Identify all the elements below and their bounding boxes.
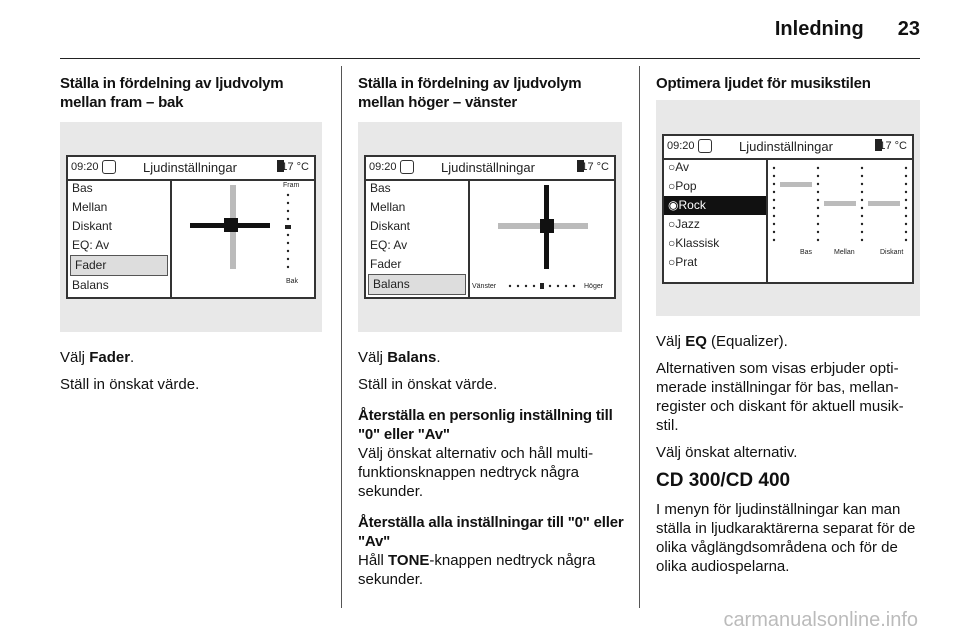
- menu-item[interactable]: Mellan: [72, 200, 108, 214]
- temperature: 17 °C: [879, 140, 907, 152]
- screen-topbar: [68, 157, 314, 181]
- eq-option[interactable]: ○Av: [668, 160, 690, 174]
- column-3: [656, 74, 926, 101]
- section-heading: CD 300/CD 400: [656, 470, 791, 491]
- clock: 09:20: [667, 140, 695, 152]
- instruction: Ställ in önskat värde.: [60, 376, 200, 393]
- instruction: Välj önskat alternativ.: [656, 444, 798, 461]
- eq-screen-frame: [656, 100, 920, 316]
- menu-item[interactable]: Diskant: [370, 219, 411, 233]
- eq-option-label: Pop: [675, 179, 697, 193]
- settings-menu: [68, 179, 172, 297]
- temperature: 17 °C: [281, 161, 309, 173]
- eq-option-label: Klassisk: [675, 236, 720, 250]
- hoger-label: Höger: [584, 283, 604, 290]
- clock: 09:20: [369, 161, 397, 173]
- instruction: Ställ in önskat värde.: [358, 376, 498, 393]
- instruction: [60, 348, 330, 367]
- screen-title: Ljudinställningar: [143, 160, 237, 175]
- check-icon: [400, 160, 414, 174]
- eq-option[interactable]: ○Prat: [668, 255, 698, 269]
- temperature: 17 °C: [581, 161, 609, 173]
- eq-screen: [662, 134, 914, 284]
- menu-item[interactable]: Fader: [370, 257, 402, 271]
- menu-item[interactable]: EQ: Av: [370, 238, 408, 252]
- clock: 09:20: [71, 161, 99, 173]
- text: Välj: [358, 349, 388, 366]
- eq-option-selected[interactable]: ◉Rock: [664, 196, 766, 215]
- eq-option-label: Jazz: [675, 217, 700, 231]
- eq-option[interactable]: ○Jazz: [668, 217, 700, 231]
- column-3-body: [656, 332, 922, 584]
- menu-item[interactable]: Bas: [72, 181, 93, 195]
- balance-screen-frame: [358, 122, 622, 332]
- header-rule: [60, 58, 920, 59]
- eq-option-label: Av: [675, 160, 690, 174]
- check-icon: [698, 139, 712, 153]
- settings-menu: [366, 179, 470, 297]
- menu-item[interactable]: Bas: [370, 181, 391, 195]
- page-number: 23: [897, 18, 920, 40]
- page-header: [775, 18, 920, 41]
- text: Välj: [60, 349, 90, 366]
- balance-screen: [364, 155, 616, 299]
- instruction: Välj önskat alternativ och håll multi-funktionsknappen nedtryck några sekunder.: [358, 445, 594, 500]
- column-2-body: [358, 348, 628, 597]
- check-icon: [102, 160, 116, 174]
- screen-title: Ljudinställningar: [739, 139, 833, 154]
- eq-option-label: Rock: [678, 198, 706, 212]
- fader-screen-frame: [60, 122, 322, 332]
- screen-title: Ljudinställningar: [441, 160, 535, 175]
- text: .: [436, 349, 441, 366]
- column-divider: [341, 66, 342, 608]
- vanster-label: Vänster: [472, 283, 497, 290]
- header-title: Inledning: [774, 18, 864, 40]
- column-1: [60, 74, 330, 120]
- screen-topbar: [366, 157, 614, 181]
- eq-menu: [664, 158, 768, 282]
- fader-screen: [66, 155, 316, 299]
- section-heading: Optimera ljudet för musikstilen: [656, 75, 871, 92]
- eq-option[interactable]: ○Pop: [668, 179, 697, 193]
- keyword: TONE: [388, 552, 430, 569]
- instruction: [358, 551, 628, 589]
- instruction: [656, 332, 922, 351]
- keyword: Fader: [89, 349, 131, 366]
- text: (Equalizer).: [706, 333, 788, 350]
- subheading: Återställa alla inställningar till "0" eller "Av": [358, 514, 624, 550]
- menu-item[interactable]: Mellan: [370, 200, 406, 214]
- keyword: Balans: [387, 349, 437, 366]
- balance-graphic: [470, 181, 614, 297]
- menu-item[interactable]: Balans: [72, 278, 109, 292]
- screen-topbar: [664, 136, 912, 160]
- paragraph: I menyn för ljudinställningar kan man ställa in ljudkaraktärerna separat för de olika våglängdsområdena och för de olika audiospelarna.: [656, 501, 916, 575]
- instruction: [358, 348, 628, 367]
- text: .: [130, 349, 135, 366]
- menu-item-selected[interactable]: Fader: [70, 255, 168, 276]
- watermark: carmanualsonline.info: [723, 609, 918, 631]
- text: Välj: [656, 333, 686, 350]
- eq-graphic: [768, 160, 912, 260]
- section-heading: Ställa in fördelning av ljudvolym mellan höger – vänster: [358, 75, 582, 111]
- eq-option[interactable]: ○Klassisk: [668, 236, 720, 250]
- fram-label: Fram: [283, 182, 300, 189]
- keyword: EQ: [685, 333, 707, 350]
- text: Håll: [358, 552, 389, 569]
- paragraph: Alternativen som visas erbjuder opti-merade inställningar för bas, mellan-register och diskant för aktuell musik-stil.: [656, 360, 904, 434]
- menu-item[interactable]: EQ: Av: [72, 238, 110, 252]
- column-divider: [639, 66, 640, 608]
- text: -knappen nedtryck några sekunder.: [358, 552, 596, 588]
- subheading: Återställa en personlig inställning till "0" eller "Av": [358, 407, 613, 443]
- bak-label: Bak: [286, 278, 299, 285]
- eq-label-diskant: Diskant: [880, 249, 904, 256]
- menu-item-selected[interactable]: Balans: [368, 274, 466, 295]
- section-heading: Ställa in fördelning av ljudvolym mellan fram – bak: [60, 75, 284, 111]
- eq-option-label: Prat: [675, 255, 698, 269]
- menu-item[interactable]: Diskant: [72, 219, 113, 233]
- column-2: [358, 74, 628, 120]
- column-1-body: [60, 348, 330, 402]
- eq-label-mellan: Mellan: [834, 249, 855, 256]
- eq-label-bas: Bas: [800, 249, 813, 256]
